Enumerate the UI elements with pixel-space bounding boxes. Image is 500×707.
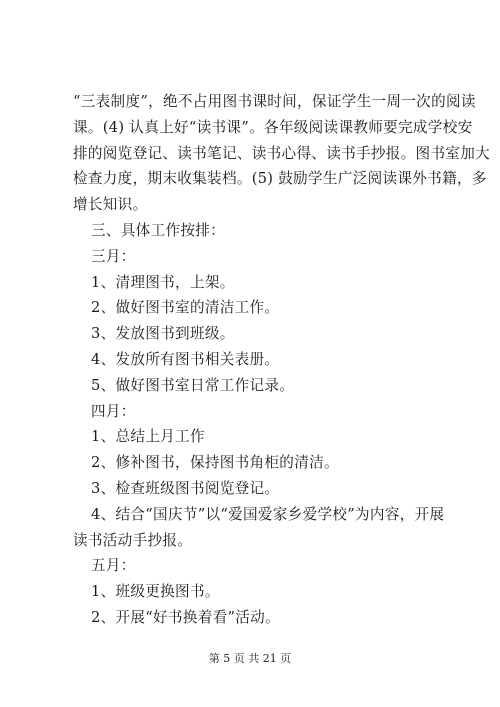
- list-item: 3、检查班级图书阅览登记。: [91, 480, 280, 497]
- month-heading-march: 三月：: [91, 248, 136, 265]
- list-item: 3、发放图书到班级。: [91, 325, 235, 342]
- list-item: 1、班级更换图书。: [91, 583, 220, 600]
- list-item-continuation: 读书活动手抄报。: [73, 532, 193, 549]
- list-item: 1、清理图书，上架。: [91, 274, 235, 291]
- paragraph-line: “三表制度”，绝不占用图书课时间，保证学生一周一次的阅读: [73, 93, 476, 110]
- paragraph-line: 课。(4) 认真上好“读书课”。各年级阅读课教师要完成学校安: [73, 119, 473, 136]
- list-item: 4、结合“国庆节”以“爱国爱家乡爱学校”为内容，开展: [91, 506, 445, 523]
- paragraph-line: 增长知识。: [73, 196, 148, 213]
- section-heading: 三、具体工作按排：: [91, 222, 226, 239]
- list-item: 1、总结上月工作: [91, 428, 205, 445]
- list-item: 2、做好图书室的清洁工作。: [91, 299, 280, 316]
- list-item: 2、开展“好书换着看”活动。: [91, 609, 280, 626]
- month-heading-april: 四月：: [91, 403, 136, 420]
- month-heading-may: 五月：: [91, 557, 136, 574]
- paragraph-line: 检查力度，期末收集装档。(5) 鼓励学生广泛阅读课外书籍，多: [73, 170, 487, 187]
- list-item: 4、发放所有图书相关表册。: [91, 351, 280, 368]
- list-item: 5、做好图书室日常工作记录。: [91, 377, 295, 394]
- list-item: 2、修补图书，保持图书角柜的清洁。: [91, 454, 339, 471]
- paragraph-line: 排的阅览登记、读书笔记、读书心得、读书手抄报。图书室加大: [73, 145, 491, 162]
- page-number: 第 5 页 共 21 页: [208, 652, 292, 665]
- page-footer: [0, 652, 500, 666]
